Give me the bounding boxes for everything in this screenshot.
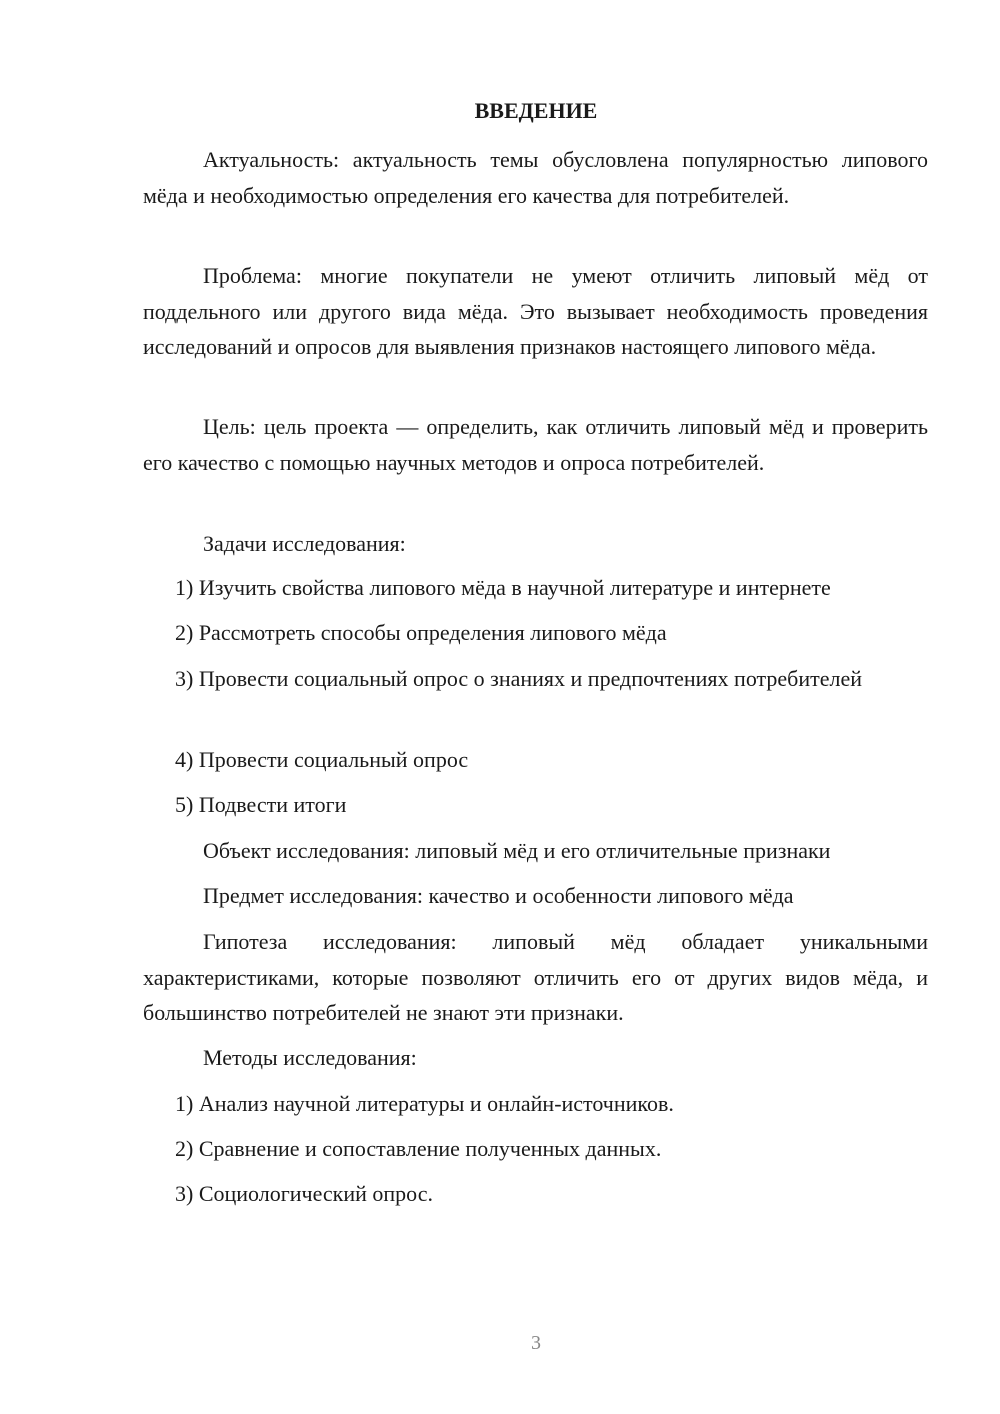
relevance-paragraph: Актуальность: актуальность темы обусловлена популярностью липового мёда и необходимостью определения его качества для потребителей. bbox=[143, 147, 928, 208]
page-number: 3 bbox=[531, 1332, 541, 1354]
methods-title: Методы исследования: bbox=[203, 1045, 417, 1070]
goal-paragraph: Цель: цель проекта — определить, как отличить липовый мёд и проверить его качество с помощью научных методов и опроса потребителей. bbox=[143, 414, 928, 475]
subject-paragraph: Предмет исследования: качество и особенности липового мёда bbox=[203, 883, 794, 908]
method-item-3: 3) Социологический опрос. bbox=[175, 1181, 433, 1206]
task-item-2: 2) Рассмотреть способы определения липового мёда bbox=[175, 620, 667, 645]
hypothesis-paragraph: Гипотеза исследования: липовый мёд обладает уникальными характеристиками, которые позволяют отличить его от других видов мёда, и большинство потребителей не знают эти признаки. bbox=[143, 929, 928, 1025]
problem-paragraph: Проблема: многие покупатели не умеют отличить липовый мёд от поддельного или другого вида мёда. Это вызывает необходимость проведения исследований и опросов для выявления признаков настоящего липового мёда. bbox=[143, 263, 928, 359]
tasks-title: Задачи исследования: bbox=[203, 531, 406, 556]
task-item-3: 3) Провести социальный опрос о знаниях и предпочтениях потребителей bbox=[175, 666, 863, 691]
task-item-4: 4) Провести социальный опрос bbox=[175, 747, 469, 772]
method-item-1: 1) Анализ научной литературы и онлайн-источников. bbox=[175, 1091, 674, 1116]
task-item-5: 5) Подвести итоги bbox=[175, 792, 347, 817]
method-item-2: 2) Сравнение и сопоставление полученных данных. bbox=[175, 1136, 662, 1161]
task-item-1: 1) Изучить свойства липового мёда в научной литературе и интернете bbox=[175, 575, 831, 600]
object-paragraph: Объект исследования: липовый мёд и его отличительные признаки bbox=[203, 838, 831, 863]
section-heading: ВВЕДЕНИЕ bbox=[474, 98, 598, 123]
